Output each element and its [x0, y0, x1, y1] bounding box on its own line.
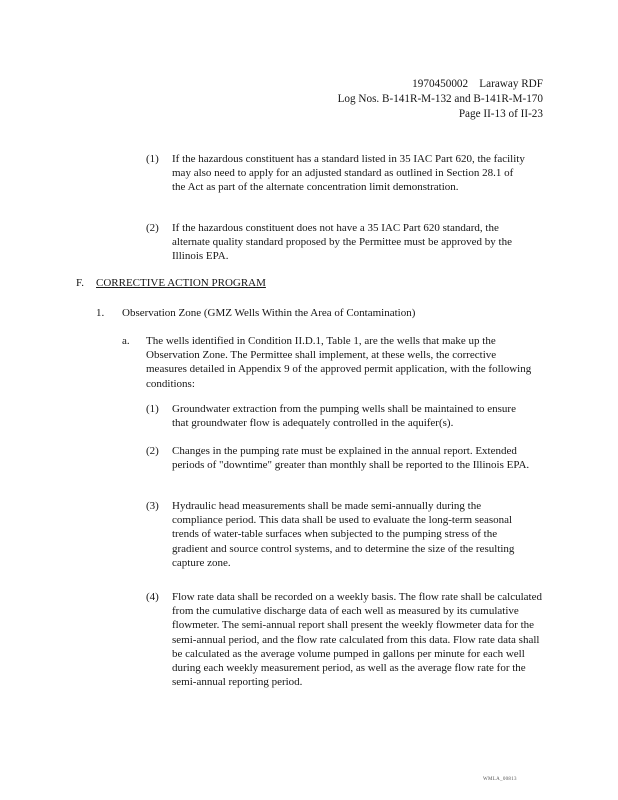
- paragraph-text: If the hazardous constituent has a standard listed in 35 IAC Part 620, the facility may also need to apply for an adjusted standard as outlined in Section 28.1 of the Act as part of the alternate concentration limit demonstration.: [172, 153, 525, 194]
- item-number: (1): [146, 153, 159, 165]
- document-stamp: WMLA_00813: [483, 777, 517, 782]
- header-log-numbers: Log Nos. B-141R-M-132 and B-141R-M-170: [337, 93, 543, 105]
- condition-number: (2): [146, 445, 159, 457]
- subsection-title: Observation Zone (GMZ Wells Within the Area of Contamination): [122, 307, 416, 319]
- condition-number: (1): [146, 403, 159, 415]
- header-page-number: Page II-13 of II-23: [458, 108, 543, 120]
- paragraph-text: The wells identified in Condition II.D.1, Table 1, are the wells that make up the Observation Zone. The Permittee shall implement, at these wells, the corrective measures detailed in Appendix 9 of the approved permit application, with the following conditions:: [146, 335, 532, 390]
- condition-number: (4): [146, 591, 159, 603]
- item-letter: a.: [122, 335, 130, 347]
- section-letter: F.: [76, 277, 84, 289]
- condition-text: Groundwater extraction from the pumping wells shall be maintained to ensure that groundwater flow is adequately controlled in the aquifer(s).: [172, 403, 516, 430]
- paragraph-text: If the hazardous constituent does not have a 35 IAC Part 620 standard, the alternate quality standard proposed by the Permittee must be approved by the Illinois EPA.: [172, 222, 512, 263]
- section-title: CORRECTIVE ACTION PROGRAM: [96, 277, 266, 289]
- page-header: [338, 77, 543, 122]
- condition-text: Changes in the pumping rate must be explained in the annual report. Extended periods of "downtime" greater than monthly shall be reported to the Illinois EPA.: [172, 445, 530, 472]
- subsection-number: 1.: [96, 307, 105, 319]
- condition-number: (3): [146, 500, 159, 512]
- condition-text: Flow rate data shall be recorded on a weekly basis. The flow rate shall be calculated from the cumulative discharge data of each well as measured by its cumulative flowmeter. The semi-annual report shall present the weekly flowmeter data for the semi-annual period, and the flow rate calculated from this data. Flow rate data shall be calculated as the average volume pumped in gallons per minute for each well during each weekly measurement period, as well as the average flow rate for the semi-annual reporting period.: [172, 591, 542, 689]
- header-site-id: 1970450002 Laraway RDF: [412, 78, 543, 90]
- item-number: (2): [146, 222, 159, 234]
- condition-text: Hydraulic head measurements shall be made semi-annually during the compliance period. This data shall be used to evaluate the long-term seasonal trends of water-table surfaces when subjected to the pumping stress of the gradient and source control systems, and to determine the size of the resulting capture zone.: [172, 500, 515, 569]
